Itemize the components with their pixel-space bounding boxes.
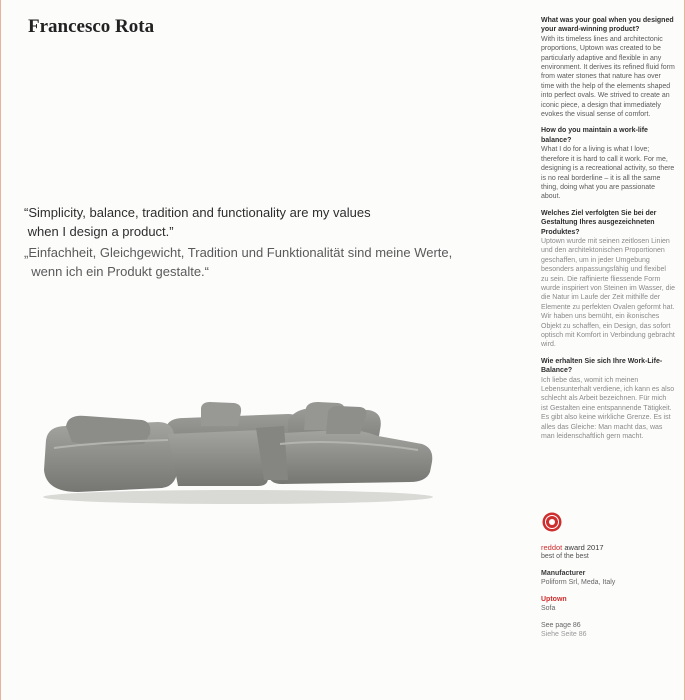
red-dot-logo-icon — [542, 512, 562, 532]
manufacturer-label: Manufacturer — [541, 570, 586, 577]
award-subtitle: best of the best — [541, 553, 589, 560]
interview-answer: Uptown wurde mit seinen zeitlosen Linien und den architektonischen Proportionen geschaffen, um in jeder Umgebung besonders anpassungsfähig und flexibel zu sein. Die raffinierte fliessende Form wurde inspiriert von Steinen im Wasser, die die Natur im Laufe der Zeit mithilfe der Elemente zu perfekten Ovalen geformt hat. Wir haben uns bemüht, ein ikonisches Objekt zu schaffen, ein Design, das sofort optisch mit Komfort in Verbindung gebracht wird. — [541, 237, 675, 349]
interview-question: Wie erhalten Sie sich Ihre Work-Life-Balance? — [541, 357, 663, 375]
sofa-product-image — [38, 400, 438, 510]
quote-english-line-1: “Simplicity, balance, tradition and functionality are my values — [24, 205, 371, 220]
award-brand-red: red — [541, 543, 552, 552]
interview-question: How do you maintain a work-life balance? — [541, 127, 648, 144]
award-brand-dot: dot — [551, 543, 563, 552]
interview-question: What was your goal when you designed your award-winning product? — [541, 17, 674, 34]
award-title — [541, 543, 675, 552]
interview-item — [541, 126, 675, 201]
interview-question: Welches Ziel verfolgten Sie bei der Gestaltung Ihres ausgezeichneten Produktes? — [541, 209, 657, 236]
page-left-edge — [0, 0, 1, 700]
award-year: award 2017 — [562, 543, 604, 552]
sofa-illustration — [38, 400, 438, 510]
quote-german — [24, 243, 489, 281]
interview-item — [541, 209, 675, 350]
see-page: See page 86 — [541, 622, 581, 629]
page-reference — [541, 621, 675, 639]
interview-answer: What I do for a living is what I love; therefore it is hard to call it work. For me, designing is a recreational activity, so there is no real borderline – it is all the same thing, doing what you are passionate about. — [541, 146, 675, 201]
quote-english — [24, 203, 489, 241]
product-info — [541, 595, 675, 613]
designer-quote — [24, 203, 489, 281]
interview-column — [541, 16, 675, 448]
manufacturer-info — [541, 569, 675, 587]
interview-item — [541, 357, 675, 442]
siehe-seite: Siehe Seite 86 — [541, 631, 587, 638]
interview-answer: With its timeless lines and architectonic proportions, Uptown was created to be particularly adaptive and flexible in any environment. It derives its refined fluid form from water stones that nature has over time with the help of the elements shaped into perfect ovals. We strived to create an iconic piece, a design that immediately evokes the visual sense of comfort. — [541, 35, 675, 119]
designer-name: Francesco Rota — [28, 16, 155, 37]
quote-german-line-1: „Einfachheit, Gleichgewicht, Tradition und Funktionalität sind meine Werte, — [24, 245, 453, 260]
interview-answer: Ich liebe das, womit ich meinen Lebensunterhalt verdiene, ich kann es also schlecht als Arbeit bezeichnen. Für mich ist Gestalten eine entspannende Tätigkeit. Es gibt also keine wirkliche Grenze. Es ist alles das Gleiche: Man macht das, was man leidenschaftlich gern macht. — [541, 376, 675, 441]
quote-german-line-2: wenn ich ein Produkt gestalte.“ — [31, 264, 210, 279]
product-name: Uptown — [541, 596, 567, 603]
interview-item — [541, 16, 675, 119]
award-block — [541, 512, 675, 639]
product-type: Sofa — [541, 605, 556, 612]
quote-english-line-2: when I design a product.” — [27, 224, 174, 239]
manufacturer-value: Poliform Srl, Meda, Italy — [541, 579, 616, 586]
